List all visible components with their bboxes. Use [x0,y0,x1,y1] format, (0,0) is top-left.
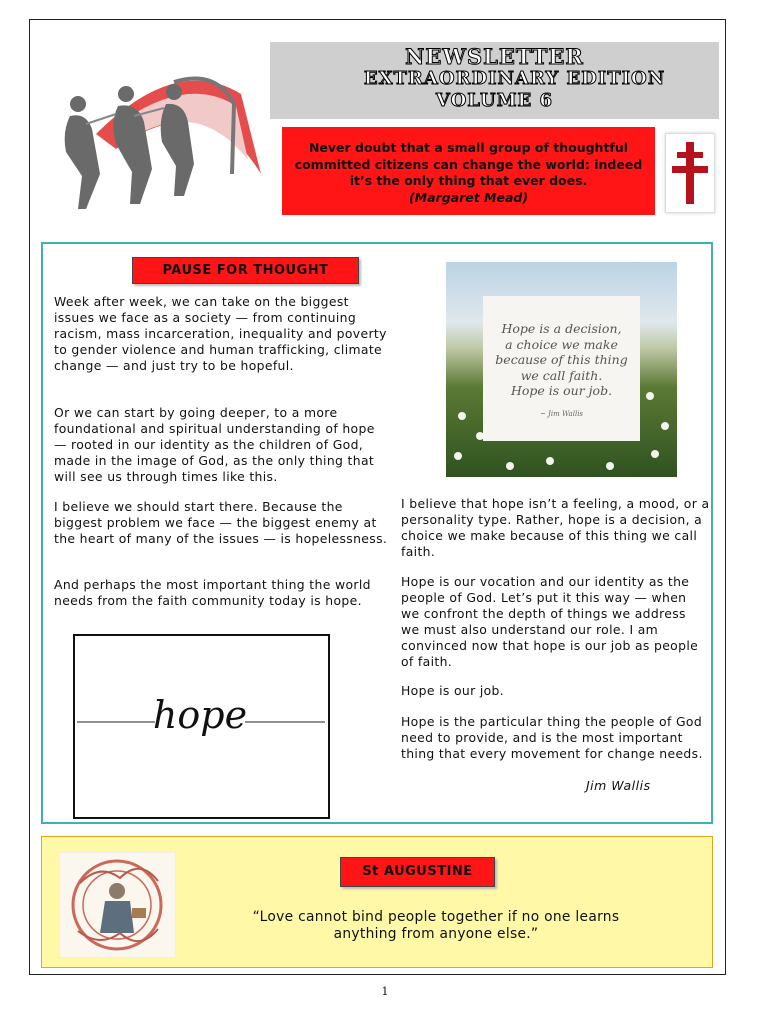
photo-quote-card [483,296,640,441]
masthead-title: NEWSLETTER [405,44,584,69]
photo-quote-line: Hope is a decision, [501,321,622,336]
pilgrims-logo [56,64,272,219]
pause-for-thought-heading: PAUSE FOR THOUGHT [132,257,359,284]
pause-paragraph-2: Or we can start by going deeper, to a more foundational and spiritual understanding of hope — rooted in our identity as the children of God, made in the image of God, as the only thing that will see us through times like this. [54,405,375,484]
masthead-edition: EXTRAORDINARY EDITION [363,68,666,89]
st-augustine-heading: St AUGUSTINE [340,857,495,887]
page-number: 1 [381,985,389,998]
right-paragraph-4: Hope is the particular thing the people of God need to provide, and is the most important thing that every movement for change needs. [401,714,703,761]
photo-quote-line: Hope is our job. [510,383,613,398]
masthead-volume: VOLUME 6 [435,90,554,111]
hope-script-graphic [75,636,327,816]
pause-paragraph-4: And perhaps the most important thing the world needs from the faith community today is hope. [54,577,371,608]
quote-author: (Margaret Mead) [408,189,529,205]
cross-image [665,133,715,213]
margaret-mead-quote [282,127,655,215]
photo-quote-line: we call faith. [520,367,603,383]
pause-paragraph-1: Week after week, we can take on the biggest issues we face as a society — from continuing racism, mass incarceration, inequality and poverty to gender violence and human trafficking, climate change — and just try to be hopeful. [54,294,387,373]
st-augustine-illumination [59,852,176,958]
hope-script-image [73,634,330,819]
right-paragraph-1: I believe that hope isn’t a feeling, a mood, or a personality type. Rather, hope is a decision, a choice we make because of this thing we call faith. [401,496,710,559]
photo-attribution: ~ Jim Wallis [539,409,584,418]
photo-quote-line: a choice we make [505,336,618,352]
st-augustine-quote: “Love cannot bind people together if no one learns anything from anyone else.” [252,909,620,942]
cross-icon [666,134,714,212]
illuminated-manuscript-icon [60,853,175,957]
right-paragraph-3: Hope is our job. [401,683,505,698]
photo-quote-line: because of this thing [495,352,628,367]
right-paragraph-2: Hope is our vocation and our identity as the people of God. Let’s put it this way — when we confront the depth of things we address we must also understand our role. I am convinced now that hope is our job as people of faith. [401,574,699,669]
newsletter-masthead [270,42,719,119]
hope-script-text: hope [152,693,248,737]
pause-paragraph-3: I believe we should start there. Because the biggest problem we face — the biggest enemy at the heart of many of the issues — is hopelessness. [54,499,388,546]
signoff-author: Jim Wallis [586,778,651,793]
hope-quote-photo [446,262,677,477]
quote-text: Never doubt that a small group of thoughtful committed citizens can change the world: indeed it’s the only thing that ever does. [294,140,643,188]
